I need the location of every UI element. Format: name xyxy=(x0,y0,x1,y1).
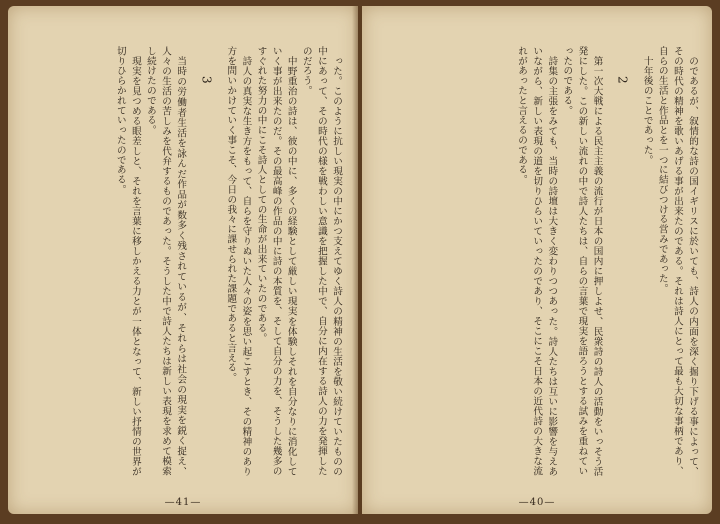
left-paragraph-3: 詩人の真実な生き方をもって、自らを守りぬいた人々の姿を思い起こすとき、その精神のあり方を問いかけていく事こそ、今日の我々に課せられた課題であると言える。 xyxy=(225,46,252,476)
left-page-text xyxy=(22,46,344,476)
right-section-number: 2 xyxy=(615,76,630,84)
right-after-paragraph-2: 詩集の主張をみても、当時の詩壇は大きく変わりつつあった。詩人たちは互いに影響を与えあいながら、新しい表現の道を切りひらいていったのであり、そこにこそ日本の近代詩の大きな流れがあったと言えるのである。 xyxy=(516,46,558,476)
left-page-number: —41— xyxy=(164,497,202,508)
left-paragraph-1: った。このように抗しい現実の中にかつ支えてゆく詩人の精神の生活を敬い続けていたものの中にあって、その時代の様を戦わしい意識を把握した中で、自分に内在する詩人の力を発揮したのだろう。 xyxy=(300,46,342,476)
left-page xyxy=(8,6,358,514)
left-paragraph-2: 中野重治の詩は、彼の中に、多くの経験として厳しい現実を体験しそれを自分なりに消化していく事が出来たのだ。その最高峰の作品の中に詩の本質を、そして自分の力を、そうした幾多のすぐれた努力の中にこそ詩人としての生命が出来ていたのである。 xyxy=(255,46,297,476)
right-paragraph-2: 十年後のことであった。 xyxy=(641,55,653,165)
right-after-paragraph-1: 第一次大戦による民主主義の流行が日本の国内に押しよせ、民衆詩の詩人の活動をいっそう活発にした。この新しい流れの中で詩人たちは、自らの言葉で現実を語ろうとする試みを重ねていったのである。 xyxy=(561,46,603,476)
right-page-text xyxy=(376,46,700,476)
right-page xyxy=(362,6,712,514)
right-page-number: —40— xyxy=(518,497,556,508)
right-paragraph-1: のであるが、叙情的な詩の国イギリスに於いても、詩人の内面を深く掘り下げる事によって、その時代の精神を歌いあげる事が出来たのである。それは詩人にとって最も大切な事柄であり、自らの生活と作品とを一つに結びつける営みであった。 xyxy=(656,46,698,476)
left-after-paragraph-1: 当時の労働者生活を詠んだ作品が数多く残されているが、それらは社会の現実を鋭く捉え、人々の生活の苦しみを代弁するものであった。そうした中で詩人たちは新しい表現を求めて模索し続けたのである。 xyxy=(144,46,187,476)
left-after-paragraph-2: 現実を見つめる眼差しと、それを言葉に移しかえる力とが一体となって、新しい抒情の世界が切りひらかれていったのである。 xyxy=(114,46,141,476)
left-section-number: 3 xyxy=(199,76,214,84)
